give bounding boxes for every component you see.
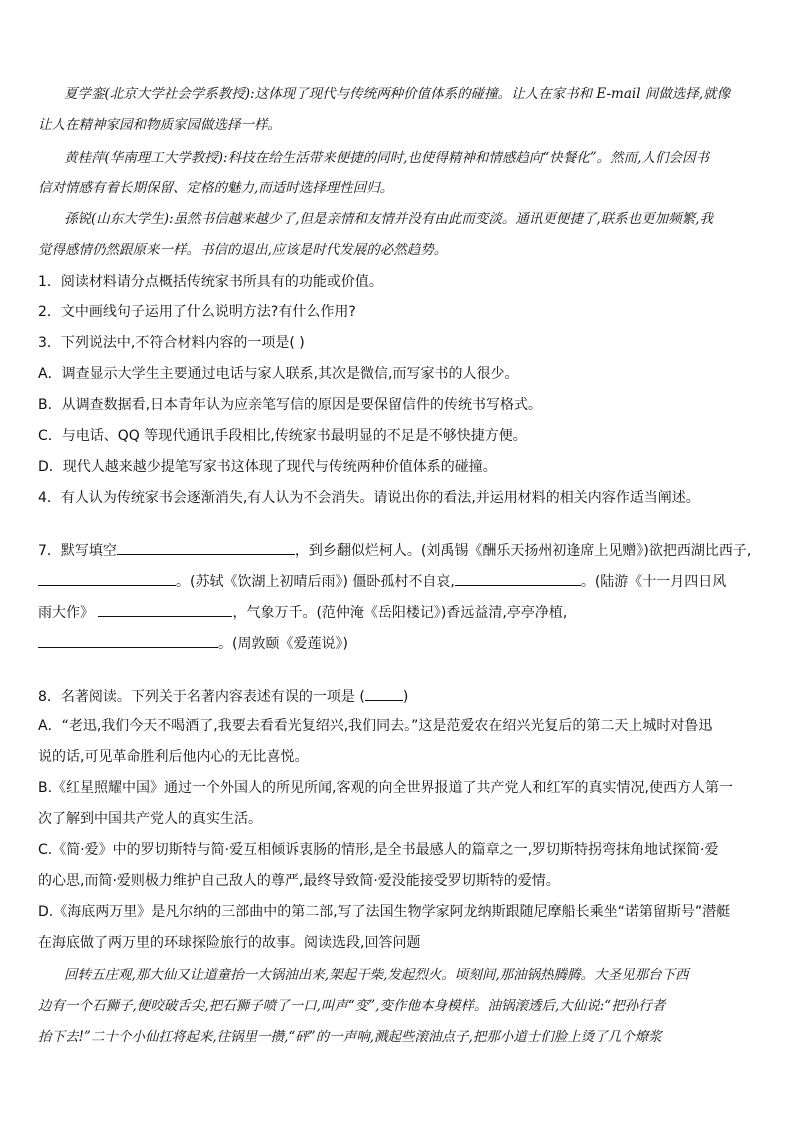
question-2: 2．文中画线句子运用了什么说明方法?有什么作用? <box>38 304 356 320</box>
fill-blank-5[interactable] <box>38 633 218 648</box>
question-8-option-c-line1: C.《简·爱》中的罗切斯特与简·爱互相倾诉衷肠的情形,是全书最感人的篇章之一,罗切斯特拐弯抹角地试探简·爱 <box>38 842 719 858</box>
question-7-line1-text: ，到乡翻似烂柯人。(刘禹锡《酬乐天扬州初逢席上见赠》)欲把西湖比西子, <box>294 543 752 559</box>
passage1-p2-line1: 黄桂萍(华南理工大学教授):科技在给生活带来便捷的同时,也使得精神和情感趋向“快餐化”。然而,人们会因书 <box>64 150 709 166</box>
fill-blank-2[interactable] <box>38 571 176 586</box>
question-7-line3-text-b: ，气象万千。(范仲淹《岳阳楼记》)香远益清,亭亭净植, <box>232 605 568 621</box>
question-4: 4．有人认为传统家书会逐渐消失,有人认为不会消失。请说出你的看法,并运用材料的相关内容作适当阐述。 <box>38 490 700 506</box>
question-7-line3-text-a: 雨大作》 <box>38 605 99 621</box>
question-8-option-d-line2: 在海底做了两万里的环球探险旅行的故事。阅读选段,回答问题 <box>38 935 421 951</box>
passage1-p1-line2: 让人在精神家园和物质家园做选择一样。 <box>38 117 281 133</box>
question-3-option-a: A．调查显示大学生主要通过电话与家人联系,其次是微信,而写家书的人很少。 <box>38 366 519 382</box>
question-8-option-c-line2: 的心思,而简·爱则极力维护自己敌人的尊严,最终导致简·爱没能接受罗切斯特的爱情。 <box>38 873 560 889</box>
passage1-p3-line2: 觉得感情仍然跟原来一样。书信的退出,应该是时代发展的必然趋势。 <box>38 242 448 258</box>
question-8-option-b-line2: 次了解到中国共产党人的真实生活。 <box>38 811 262 827</box>
question-7-line3 <box>38 602 567 623</box>
question-7-label: 7．默写填空 <box>38 543 117 559</box>
question-8-option-d-line1: D.《海底两万里》是凡尔纳的三部曲中的第二部,写了法国生物学家阿龙纳斯跟随尼摩船长乘坐“诺第留斯号”潜艇 <box>38 904 731 920</box>
passage1-p1-line1: 夏学銮(北京大学社会学系教授):这体现了现代与传统两种价值体系的碰撞。让人在家书和 E-mail 间做选择,就像 <box>64 86 731 102</box>
fill-blank-3[interactable] <box>455 571 581 586</box>
fill-blank-1[interactable] <box>117 540 295 555</box>
question-7-line1 <box>38 540 751 561</box>
question-8-option-a-line2: 说的话,可见革命胜利后他内心的无比喜悦。 <box>38 749 309 765</box>
question-7-line2-text-b: 。(陆游《十一月四日风 <box>580 574 727 590</box>
answer-blank[interactable] <box>365 686 403 701</box>
question-7-line4-text: 。(周敦颐《爱莲说》) <box>218 636 348 652</box>
question-3-option-c: C．与电话、QQ 等现代通讯手段相比,传统家书最明显的不足是不够快捷方便。 <box>38 428 527 444</box>
passage2-line2: 边有一个石狮子,便咬破舌尖,把石狮子喷了一口,叫声“变”,变作他本身模样。油锅滚透后,大仙说:“把孙行者 <box>38 998 666 1014</box>
question-7-line4 <box>38 633 348 654</box>
question-8-option-b-line1: B.《红星照耀中国》通过一个外国人的所见所闻,客观的向全世界报道了共产党人和红军的真实情况,使西方人第一 <box>38 780 733 796</box>
question-8-title <box>38 686 408 707</box>
question-8-title-close: ) <box>402 689 409 705</box>
question-8-title-text: 8．名著阅读。下列关于名著内容表述有误的一项是 ( <box>38 689 365 705</box>
passage2-line3: 抬下去!”二十个小仙扛将起来,往锅里一攒,“砰”的一声响,溅起些滚油点子,把那小道士们脸上烫了几个燎浆 <box>38 1029 662 1045</box>
passage1-p2-line2: 信对情感有着长期保留、定格的魅力,而适时选择理性回归。 <box>38 180 394 196</box>
passage1-p3-line1: 孫锐(山东大学生):虽然书信越来越少了,但是亲情和友情并没有由此而变淡。通讯更便捷了,联系也更加频繁,我 <box>64 211 713 227</box>
question-8-option-a-line1: A．“老迅,我们今天不喝酒了,我要去看看光复绍兴,我们同去。”这是范爱农在绍兴光复后的第二天上城时对鲁迅 <box>38 718 713 734</box>
fill-blank-4[interactable] <box>98 602 232 617</box>
question-7-line2-text-a: 。(苏轼《饮湖上初晴后雨》) 僵卧孤村不自哀, <box>176 574 455 590</box>
question-3-option-b: B．从调查数据看,日本青年认为应亲笔写信的原因是要保留信件的传统书写格式。 <box>38 397 543 413</box>
passage2-line1: 回转五庄观,那大仙又让道童抬一大锅油出来,架起干柴,发起烈火。顷刻间,那油锅热腾腾。大圣见那台下西 <box>64 967 689 983</box>
question-1: 1．阅读材料请分点概括传统家书所具有的功能或价值。 <box>38 274 383 290</box>
question-3-option-d: D．现代人越来越少提笔写家书这体现了现代与传统两种价值体系的碰撞。 <box>38 459 497 475</box>
question-3: 3．下列说法中,不符合材料内容的一项是( ) <box>38 335 305 351</box>
question-7-line2 <box>38 571 726 592</box>
